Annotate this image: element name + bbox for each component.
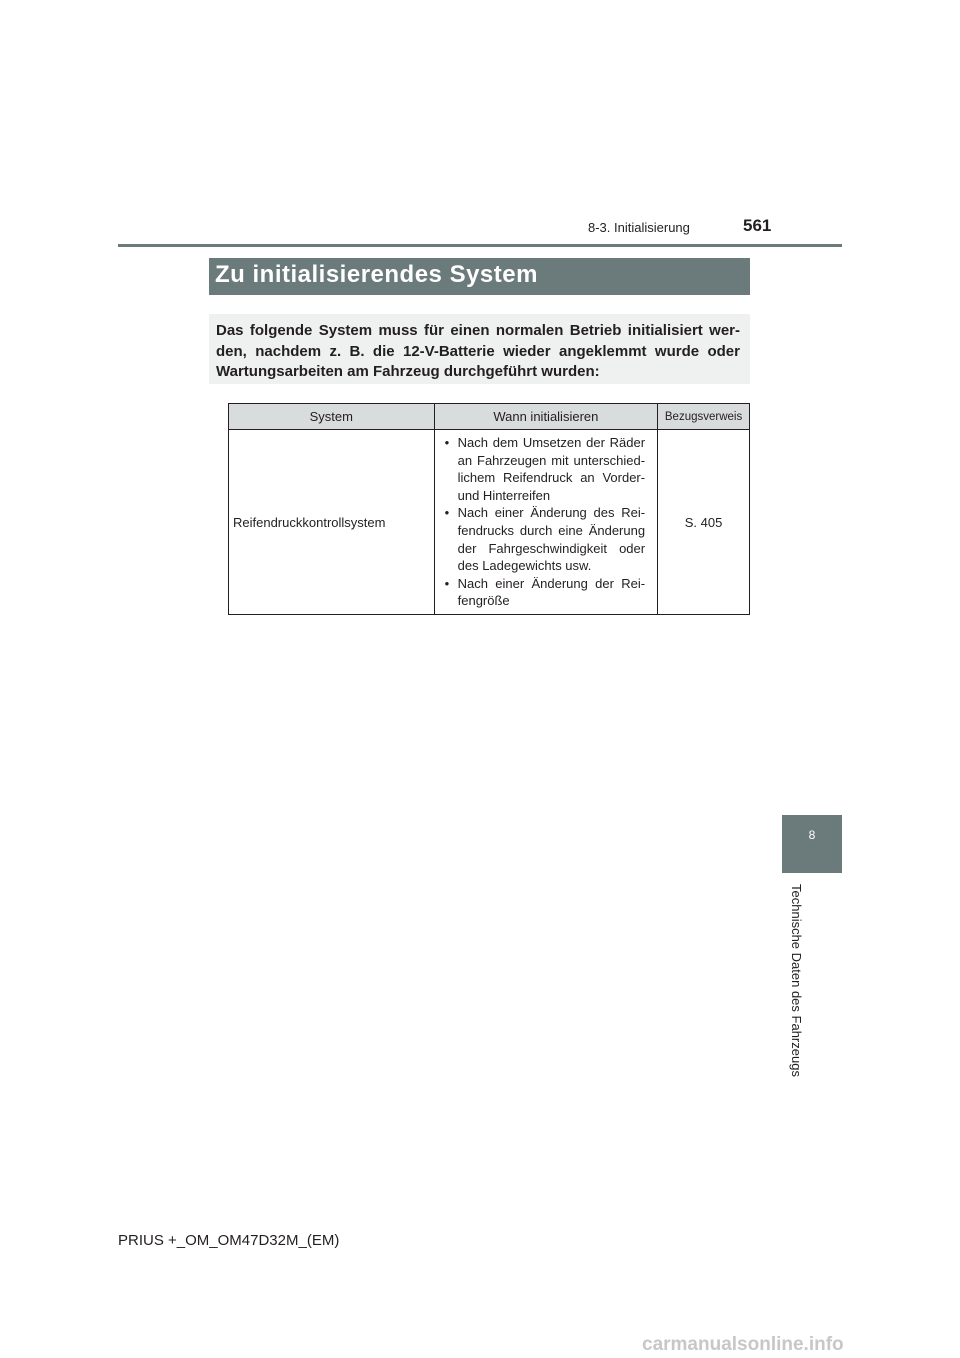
table-header-row [229,404,750,430]
list-item [441,504,645,574]
bullet-icon: • [444,575,450,591]
list-item-text: Nach einer Änderung der Rei-fengröße [457,575,646,609]
watermark: carmanualsonline.info [642,1334,844,1355]
reference-cell: S. 405 [658,430,750,615]
intro-text: Das folgende System muss für einen normalen Betrieb initialisiert wer-den, nachdem z. B. die 12-V-Batterie wieder angeklemmt wurde oder Wartungsarbeiten am Fahrzeug durchgeführt wurden: [216,322,740,380]
title-bar [209,258,750,295]
column-header-when: Wann initialisieren [434,404,657,430]
list-item [441,575,645,610]
table-row [229,430,750,615]
list-item-text: Nach dem Umsetzen der Räder an Fahrzeugen mit unterschied-lichem Reifendruck an Vorder- und Hinterreifen [457,435,646,503]
header-section-title: 8-3. Initialisierung [588,220,690,235]
system-cell: Reifendruckkontrollsystem [229,430,435,615]
when-cell [434,430,657,615]
bullet-icon: • [444,435,450,451]
column-header-system: System [229,404,435,430]
page-number: 561 [743,216,772,235]
list-item [441,434,645,504]
footer-document-code: PRIUS +_OM_OM47D32M_(EM) [118,1232,340,1249]
intro-box [209,314,750,384]
chapter-number: 8 [808,828,816,842]
bullet-icon: • [444,505,450,521]
initialization-table [228,403,750,615]
page-title: Zu initialisierendes System [215,261,538,288]
header-divider [118,244,842,247]
column-header-reference: Bezugsverweis [658,404,750,430]
chapter-tab [782,815,842,873]
list-item-text: Nach einer Änderung des Rei-fendrucks durch eine Änderung der Fahrgeschwindigkeit oder des Ladegewichts usw. [457,505,646,574]
chapter-label: Technische Daten des Fahrzeugs [789,884,804,1077]
when-list [441,434,645,610]
